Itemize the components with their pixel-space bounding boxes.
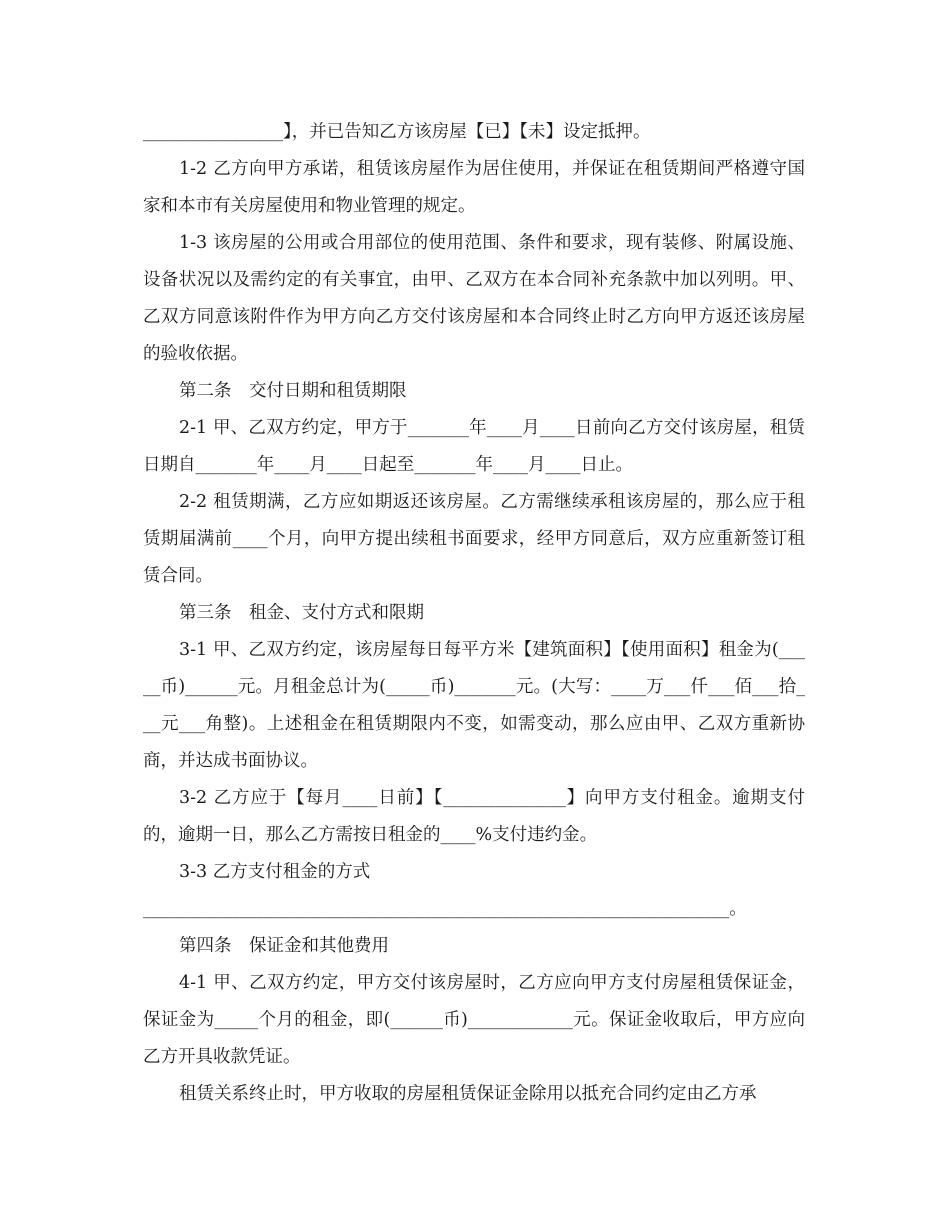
clause-1-2: 1-2 乙方向甲方承诺，租赁该房屋作为居住使用，并保证在租赁期间严格遵守国家和本市有关房屋使用和物业管理的规定。 [143,159,805,216]
article-2-heading: 第二条 交付日期和租赁期限 [179,381,407,401]
clause-3-1: 3-1 甲、乙双方约定，该房屋每日每平方米【建筑面积】【使用面积】租金为(_____币)______元。月租金总计为(_____币)_______元。(大写：____万___仟___佰___拾___元___角整)。上述租金在租赁期限内不变，如需变动，那么应由甲、乙双方重新协商，并达成书面协议。 [143,640,805,771]
clause-1-3: 1-3 该房屋的公用或合用部位的使用范围、条件和要求，现有装修、附属设施、设备状况以及需约定的有关事宜，由甲、乙双方在本合同补充条款中加以列明。甲、乙双方同意该附件作为甲方向乙方交付该房屋和本合同终止时乙方向甲方返还该房屋的验收依据。 [143,233,805,364]
paragraph-mortgage-notice: ________________】，并已告知乙方该房屋【已】【未】设定抵押。 [143,122,651,142]
clause-4-1: 4-1 甲、乙双方约定，甲方交付该房屋时，乙方应向甲方支付房屋租赁保证金，保证金为_____个月的租金，即(______币)____________元。保证金收取后，甲方应向乙方开具收款凭证。 [143,973,805,1067]
clause-3-3: 3-3 乙方支付租金的方式 [179,862,371,882]
contract-text [143,114,805,1113]
deposit-termination-paragraph: 租赁关系终止时，甲方收取的房屋租赁保证金除用以抵充合同约定由乙方承 [179,1084,757,1104]
article-4-heading: 第四条 保证金和其他费用 [179,936,389,956]
clause-2-1: 2-1 甲、乙双方约定，甲方于_______年____月____日前向乙方交付该房屋，租赁日期自_______年____月____日起至_______年____月____日止。 [143,418,805,475]
payment-method-blank: ___________________________________________________________________。 [143,899,747,919]
clause-2-2: 2-2 租赁期满，乙方应如期返还该房屋。乙方需继续承租该房屋的，那么应于租赁期届满前____个月，向甲方提出续租书面要求，经甲方同意后，双方应重新签订租赁合同。 [143,492,805,586]
article-3-heading: 第三条 租金、支付方式和限期 [179,603,424,623]
clause-3-2: 3-2 乙方应于【每月____日前】【______________】向甲方支付租金。逾期支付的，逾期一日，那么乙方需按日租金的____%支付违约金。 [143,788,805,845]
